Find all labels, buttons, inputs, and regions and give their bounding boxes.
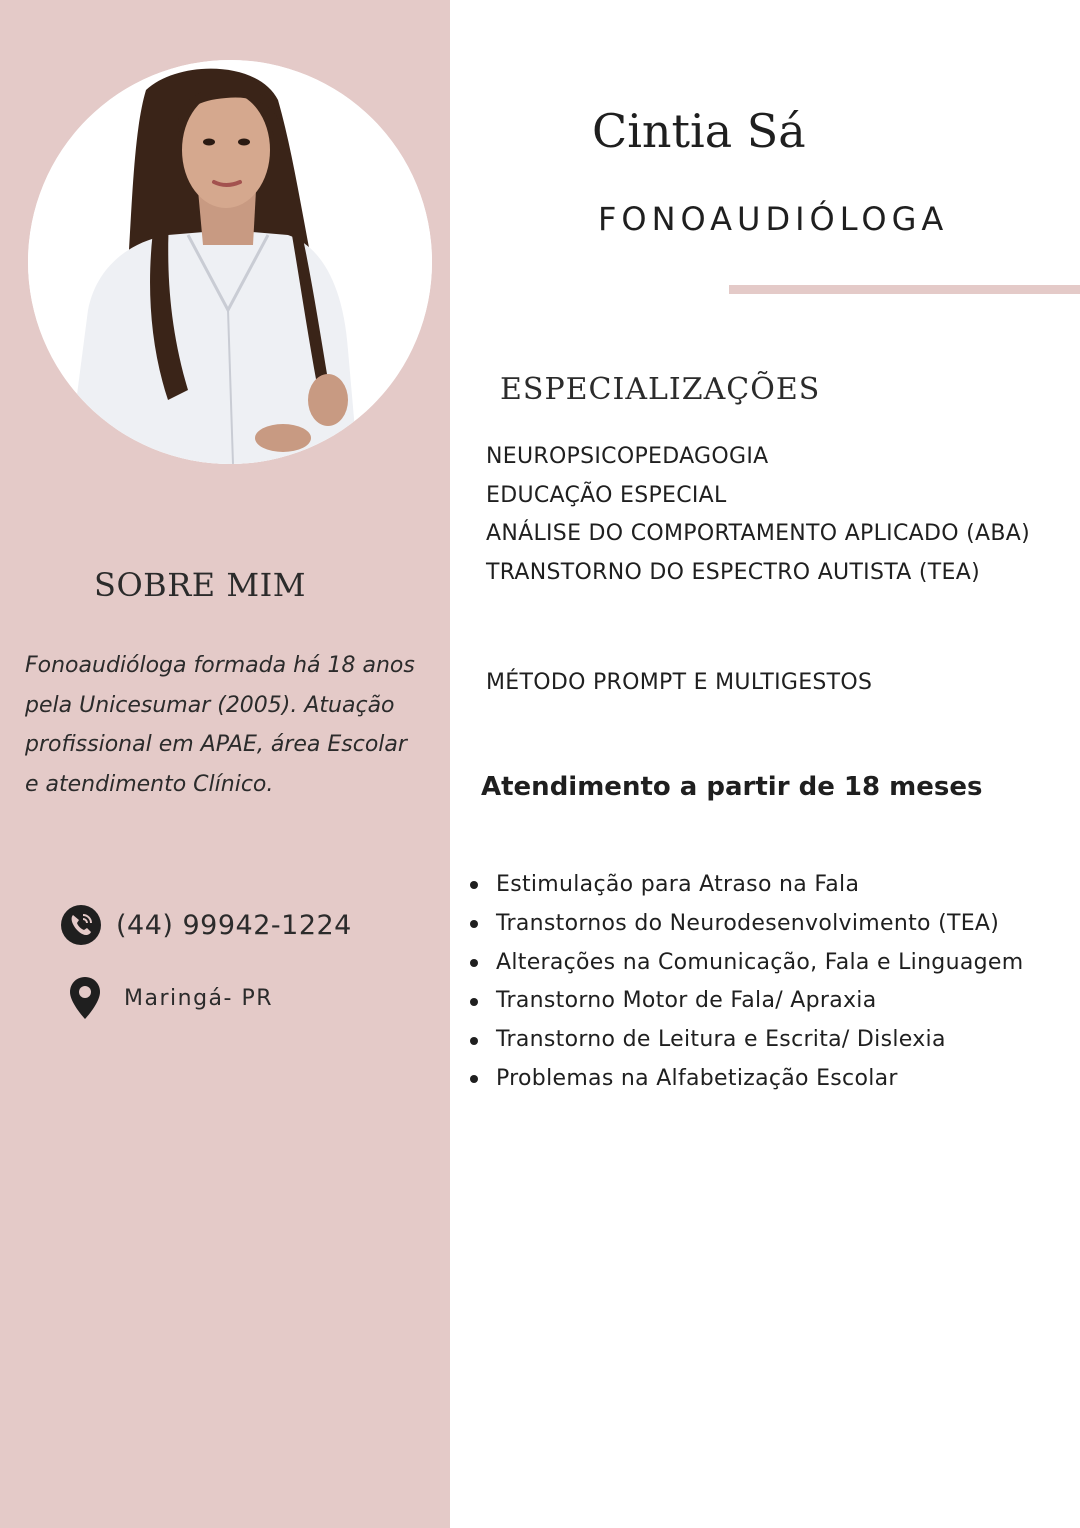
service-label: Transtorno de Leitura e Escrita/ Dislexia [496, 1027, 946, 1053]
bullet-icon [470, 959, 478, 967]
service-label: Alterações na Comunicação, Fala e Linguagem [496, 949, 1024, 975]
service-item [470, 1060, 1023, 1099]
portrait-illustration [28, 60, 432, 464]
specializations-title: ESPECIALIZAÇÕES [500, 372, 821, 407]
profile-photo [28, 60, 432, 464]
service-item [470, 866, 1023, 905]
location-pin-icon [68, 975, 102, 1021]
about-text [25, 646, 430, 804]
specializations-list [486, 438, 1030, 593]
services-list [470, 866, 1023, 1099]
accent-divider [729, 285, 1080, 294]
bullet-icon [470, 1075, 478, 1083]
specialization-item: TRANSTORNO DO ESPECTRO AUTISTA (TEA) [486, 560, 980, 586]
services-title: Atendimento a partir de 18 meses [481, 772, 983, 802]
contact-phone[interactable] [60, 904, 352, 946]
specialization-item: NEUROPSICOPEDAGOGIA [486, 444, 769, 469]
about-line: profissional em APAE, área Escolar [25, 732, 407, 757]
service-item [470, 905, 1023, 944]
person-role: FONOAUDIÓLOGA [598, 200, 949, 238]
specialization-item: EDUCAÇÃO ESPECIAL [486, 482, 727, 508]
about-line: Fonoaudióloga formada há 18 anos [25, 653, 415, 678]
sidebar [0, 0, 450, 1528]
service-label: Transtornos do Neurodesenvolvimento (TEA) [496, 910, 1000, 936]
method-text: MÉTODO PROMPT E MULTIGESTOS [486, 670, 873, 695]
bullet-icon [470, 998, 478, 1006]
service-label: Problemas na Alfabetização Escolar [496, 1065, 898, 1091]
bullet-icon [470, 881, 478, 889]
bullet-icon [470, 920, 478, 928]
phone-icon [60, 904, 102, 946]
person-name: Cintia Sá [592, 104, 806, 158]
service-label: Transtorno Motor de Fala/ Apraxia [496, 988, 877, 1014]
service-item [470, 944, 1023, 983]
about-line: pela Unicesumar (2005). Atuação [25, 692, 395, 718]
service-item [470, 982, 1023, 1021]
phone-number: (44) 99942-1224 [116, 909, 352, 941]
about-title: SOBRE MIM [94, 566, 306, 604]
specialization-item: ANÁLISE DO COMPORTAMENTO APLICADO (ABA) [486, 521, 1030, 547]
location-text: Maringá- PR [124, 985, 273, 1011]
about-line: e atendimento Clínico. [25, 771, 274, 797]
contact-location [68, 975, 273, 1021]
service-label: Estimulação para Atraso na Fala [496, 872, 860, 897]
service-item [470, 1021, 1023, 1060]
bullet-icon [470, 1037, 478, 1045]
